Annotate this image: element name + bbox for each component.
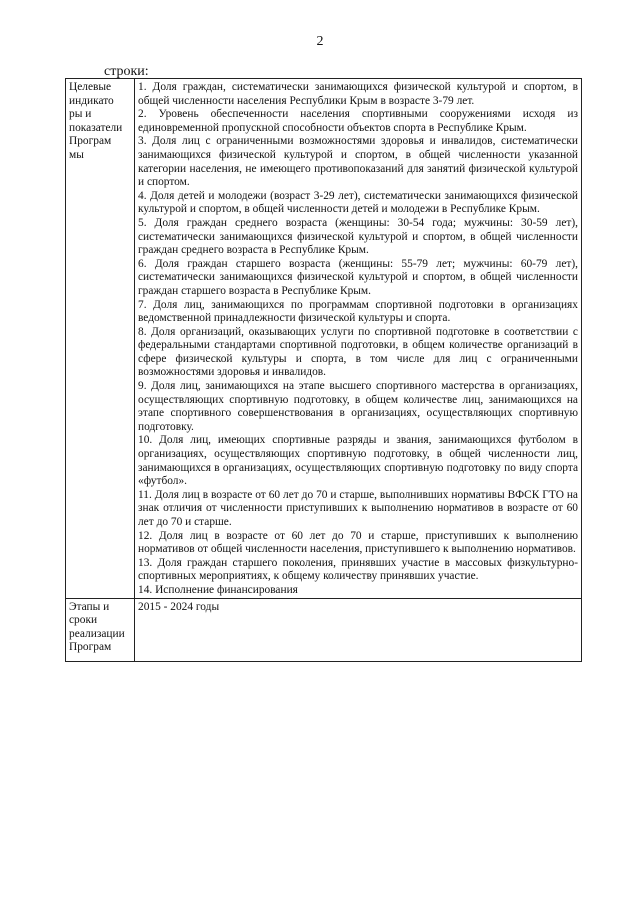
row-label-line: реализации bbox=[69, 627, 125, 640]
indicators-list bbox=[135, 79, 582, 599]
row-label-indicators bbox=[66, 79, 135, 599]
indicator-item: 4. Доля детей и молодежи (возраст 3-29 лет), систематически занимающихся физической культурой и спортом, в общей численности детей и молодежи в Республике Крым. bbox=[138, 189, 578, 216]
indicator-item: 9. Доля лиц, занимающихся на этапе высшего спортивного мастерства в организациях, осуществляющих спортивную подготовку, в общем количестве лиц, занимающихся на этапе спортивного совершенствования в организациях, осуществляющих спортивную подготовку. bbox=[138, 380, 578, 433]
row-label-line: Целевые bbox=[69, 81, 112, 93]
indicator-item: 11. Доля лиц в возрасте от 60 лет до 70 и старше, выполнивших нормативы ВФСК ГТО на знак отличия от численности приступивших к выполнению нормативов в возрасте от 60 лет до 70 и старше. bbox=[138, 488, 578, 528]
indicator-item: 3. Доля лиц с ограниченными возможностями здоровья и инвалидов, систематически занимающихся физической культурой и спортом, в общей численности указанной категории населения, не имеющего противопоказаний для занятий физической культурой и спортом. bbox=[138, 135, 578, 189]
indicator-item: 7. Доля лиц, занимающихся по программам спортивной подготовки в организациях ведомственной принадлежности физической культуры и спорта. bbox=[138, 298, 578, 325]
indicator-item: 6. Доля граждан старшего возраста (женщины: 55-79 лет; мужчины: 60-79 лет), систематически занимающихся физической культурой и спортом, в общей численности граждан старшего возраста в Республике Крым. bbox=[138, 257, 578, 297]
indicator-item: 14. Исполнение финансирования bbox=[138, 583, 298, 596]
row-label-line: Програм bbox=[69, 135, 112, 148]
indicator-item: 1. Доля граждан, систематически занимающихся физической культурой и спортом, в общей численности населения Республики Крым в возрасте 3-79 лет. bbox=[138, 81, 578, 107]
indicator-item: 10. Доля лиц, имеющих спортивные разряды и звания, занимающихся футболом в организациях, осуществляющих спортивную подготовку, в общей численности лиц, занимающихся в организациях, осуществляющих спортивную подготовку по виду спорта «футбол». bbox=[138, 434, 578, 488]
row-label-line: мы bbox=[69, 148, 84, 161]
row-label-line: сроки bbox=[69, 614, 98, 627]
row-label-line: индикато bbox=[69, 94, 114, 107]
table-row bbox=[66, 598, 582, 661]
program-passport-table bbox=[65, 78, 582, 662]
page-number: 2 bbox=[316, 34, 324, 49]
indicator-item: 5. Доля граждан среднего возраста (женщины: 30-54 года; мужчины: 30-59 лет), систематически занимающихся физической культурой и спортом, в общей численности граждан среднего возраста в Республике Крым. bbox=[138, 216, 578, 257]
period-value: 2015 - 2024 годы bbox=[135, 598, 582, 661]
row-label-line: Програм bbox=[69, 641, 112, 654]
indicator-item: 2. Уровень обеспеченности населения спортивными сооружениями исходя из единовременной пропускной способности объектов спорта в Республике Крым. bbox=[138, 108, 578, 134]
row-label-line: ры и bbox=[69, 108, 92, 121]
indicator-item: 12. Доля лиц в возрасте от 60 лет до 70 и старше, приступивших к выполнению нормативов от общей численности населения, приступившего к выполнению нормативов. bbox=[138, 529, 578, 556]
row-label-line: показатели bbox=[69, 121, 123, 134]
row-label-period bbox=[66, 598, 135, 661]
lead-word: строки: bbox=[104, 64, 149, 79]
row-label-line: Этапы и bbox=[69, 600, 110, 613]
table-row bbox=[66, 79, 582, 599]
indicator-item: 8. Доля организаций, оказывающих услуги по спортивной подготовке в соответствии с федеральными стандартами спортивной подготовки, в общем количестве организаций в сфере физической культуры и спорта, в том числе для лиц с ограниченными возможностями здоровья и инвалидов. bbox=[138, 325, 578, 379]
indicator-item: 13. Доля граждан старшего поколения, принявших участие в массовых физкультурно-спортивных мероприятиях, к общему количеству принявших участие. bbox=[138, 556, 578, 583]
